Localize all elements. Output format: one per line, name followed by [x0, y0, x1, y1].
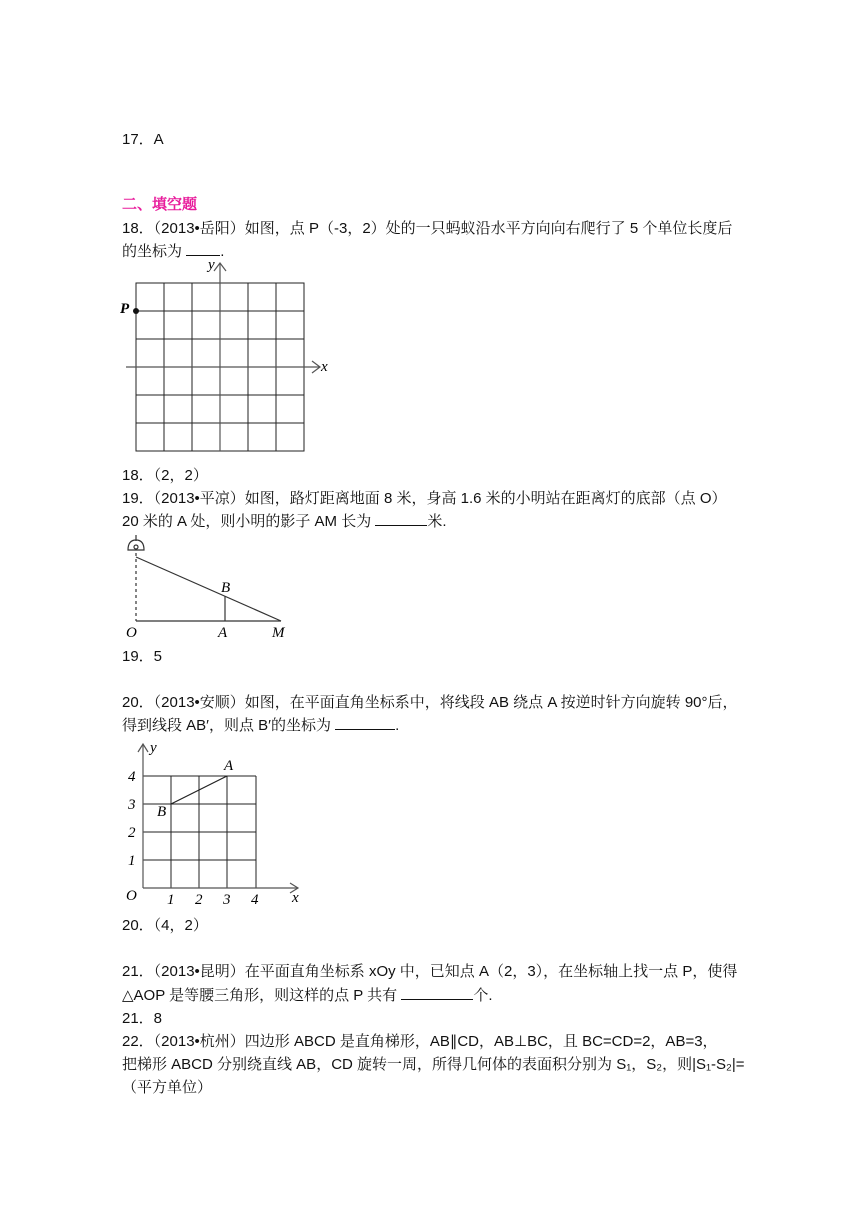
q20-origin: O — [126, 888, 137, 904]
q18-label-y: y — [208, 257, 215, 273]
q20-label-a: A — [224, 758, 234, 774]
q19-line2-prefix: 20 米的 A 处，则小明的影子 AM 长为 — [122, 513, 372, 530]
q20-xtick-2: 2 — [195, 892, 203, 908]
q21-line2-suffix: 个. — [473, 987, 493, 1004]
q20-xtick-3: 3 — [223, 892, 231, 908]
q19-label-o: O — [126, 625, 137, 641]
q21-line2-prefix: △AOP 是等腰三角形，则这样的点 P 共有 — [122, 987, 398, 1004]
q20-figure — [118, 738, 318, 908]
answer-18: 18．（2，2） — [122, 467, 208, 484]
q19-label-m: M — [272, 625, 285, 641]
q22-line3: （平方单位） — [122, 1079, 213, 1096]
q20-line2-suffix: . — [395, 717, 400, 734]
q19-line2 — [122, 510, 447, 531]
q21-answer-blank — [401, 985, 473, 1000]
q18-label-p: P — [120, 301, 130, 317]
q20-label-b: B — [157, 804, 167, 820]
lamp-icon — [128, 535, 144, 550]
answer-20: 20．（4，2） — [122, 917, 208, 934]
q21-line1: 21．（2013•昆明）在平面直角坐标系 xOy 中，已知点 A（2，3），在坐标轴上找一点 P，使得 — [122, 963, 738, 980]
q19-line1: 19．（2013•平凉）如图，路灯距离地面 8 米，身高 1.6 米的小明站在距离灯的底部（点 O） — [122, 490, 727, 507]
q22-line2: 把梯形 ABCD 分别绕直线 AB，CD 旋转一周，所得几何体的表面积分别为 S₁，S₂，则|S₁-S₂|= — [122, 1056, 745, 1073]
q20-label-y: y — [150, 740, 157, 756]
q18-line2-prefix: 的坐标为 — [122, 243, 183, 260]
q20-ytick-4: 4 — [128, 769, 136, 785]
q20-xtick-4: 4 — [251, 892, 259, 908]
q18-line2-suffix: . — [220, 243, 225, 260]
answer-21: 21．8 — [122, 1010, 163, 1027]
q18-label-x: x — [321, 359, 328, 375]
q19-answer-blank — [375, 511, 427, 526]
answer-19: 19．5 — [122, 648, 163, 665]
q18-figure — [118, 255, 338, 455]
q18-point-p — [133, 308, 139, 314]
q20-label-x: x — [292, 890, 299, 906]
q20-line2 — [122, 714, 399, 735]
q19-line2-suffix: 米. — [427, 513, 447, 530]
q20-grid — [143, 776, 256, 888]
light-ray — [136, 557, 281, 621]
q21-line2 — [122, 984, 493, 1005]
q20-ytick-3: 3 — [128, 797, 136, 813]
q20-ytick-2: 2 — [128, 825, 136, 841]
answer-17: 17．A — [122, 131, 164, 148]
q20-xtick-1: 1 — [167, 892, 175, 908]
q18-answer-blank — [186, 241, 220, 256]
section-title: 二、填空题 — [122, 196, 198, 213]
q18-line1: 18．（2013•岳阳）如图，点 P（-3，2）处的一只蚂蚁沿水平方向向右爬行了 5 个单位长度后 — [122, 220, 733, 237]
q20-line1: 20．（2013•安顺）如图，在平面直角坐标系中，将线段 AB 绕点 A 按逆时针方向旋转 90°后， — [122, 694, 738, 711]
q20-answer-blank — [335, 715, 395, 730]
q19-label-a: A — [218, 625, 228, 641]
q20-line2-prefix: 得到线段 AB′，则点 B′的坐标为 — [122, 717, 331, 734]
q22-line1: 22．（2013•杭州）四边形 ABCD 是直角梯形，AB∥CD，AB⊥BC，且 BC=CD=2，AB=3， — [122, 1033, 718, 1050]
q19-figure — [118, 533, 318, 643]
q19-label-b: B — [221, 580, 231, 596]
q20-ytick-1: 1 — [128, 853, 136, 869]
